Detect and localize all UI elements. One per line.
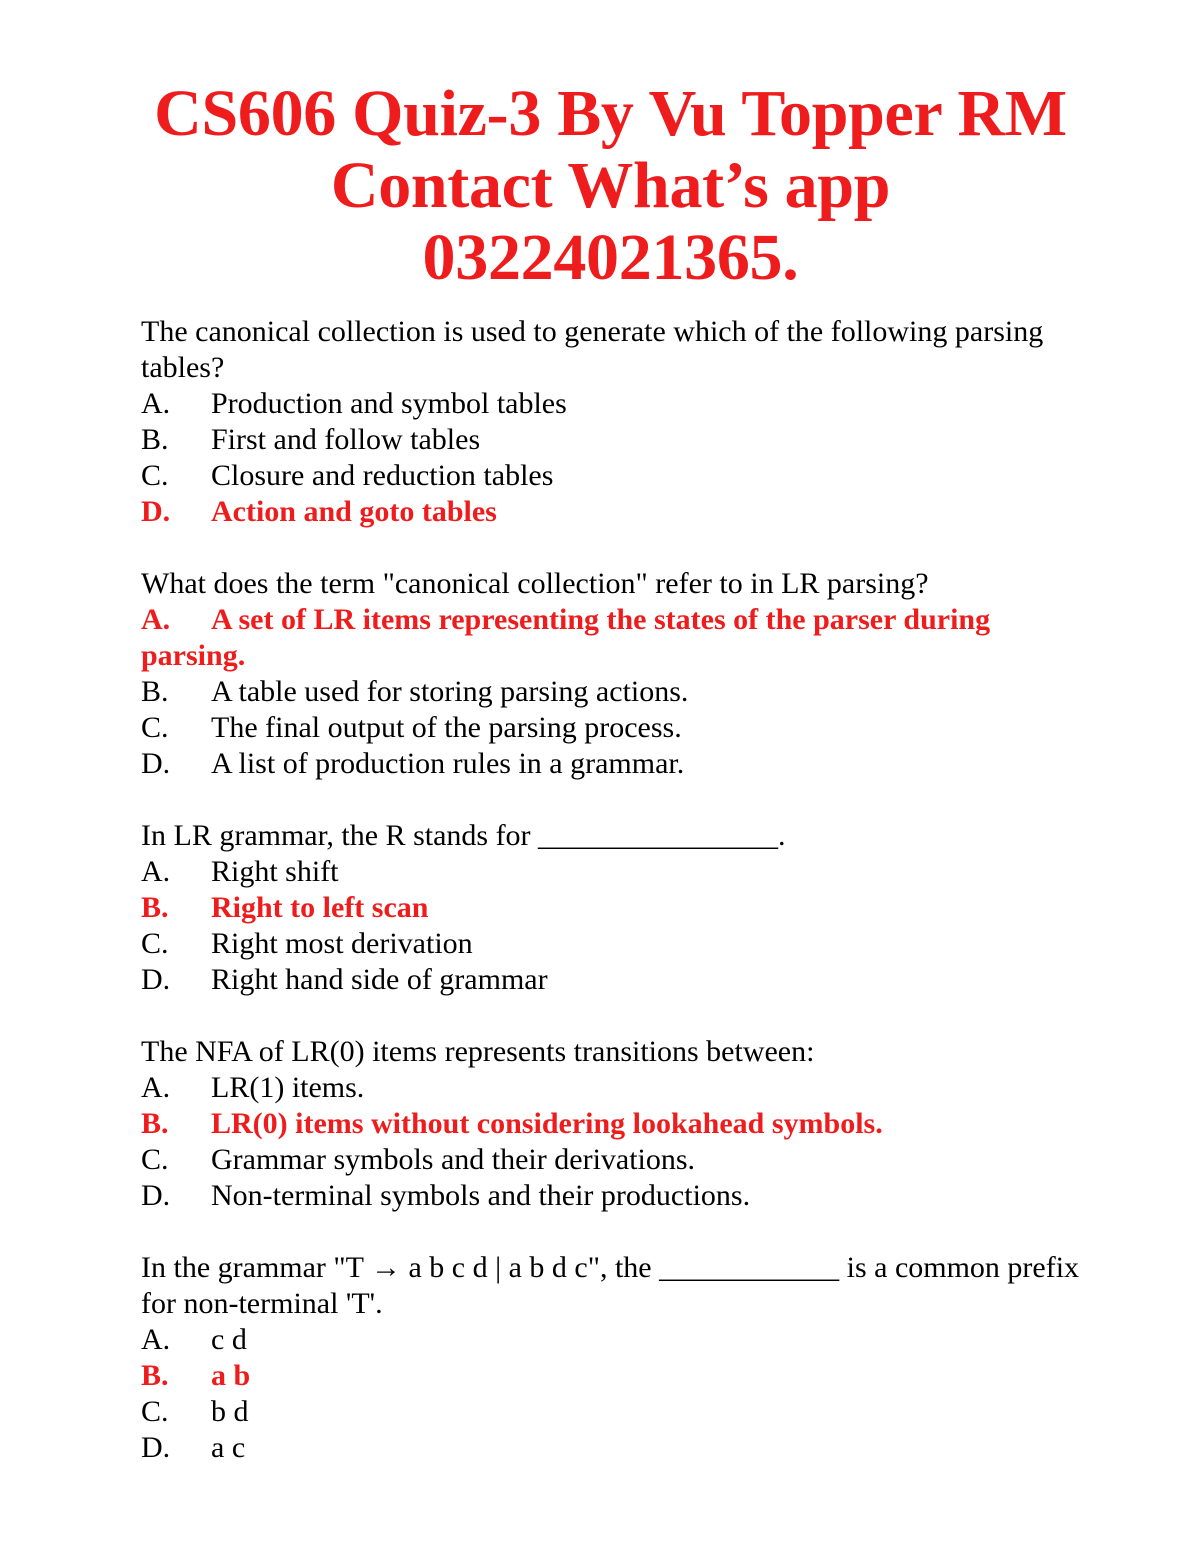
option-letter: B. [141,1359,169,1392]
option-text: Action and goto tables [211,495,497,528]
title-line-1: CS606 Quiz-3 By Vu Topper RM [154,77,1067,150]
option-c [141,1394,1080,1430]
option-text: b d [211,1395,249,1428]
option-d-correct-answer [141,494,1080,530]
option-letter: C. [141,1143,169,1176]
option-letter: C. [141,711,169,744]
question-3 [141,818,1080,998]
option-b [141,674,1080,710]
question-text: The NFA of LR(0) items represents transitions between: [141,1035,815,1068]
option-letter: A. [141,855,171,888]
option-letter: A. [141,1071,171,1104]
option-text: A set of LR items representing the states of the parser during parsing. [141,603,991,672]
option-text: First and follow tables [211,423,481,456]
document-title [141,78,1080,294]
option-letter: A. [141,387,171,420]
option-text: Right shift [211,855,339,888]
option-b [141,422,1080,458]
option-a [141,1070,1080,1106]
option-text: LR(1) items. [211,1071,365,1104]
option-text: The final output of the parsing process. [211,711,682,744]
option-d [141,1178,1080,1214]
option-letter: D. [141,1179,171,1212]
option-text: c d [211,1323,247,1356]
option-letter: B. [141,891,169,924]
option-d [141,746,1080,782]
option-letter: B. [141,1107,169,1140]
option-letter: C. [141,927,169,960]
option-letter: D. [141,1431,171,1464]
option-letter: C. [141,459,169,492]
option-b-correct-answer [141,1106,1080,1142]
option-text: a c [211,1431,246,1464]
option-text: Closure and reduction tables [211,459,554,492]
question-5 [141,1250,1080,1466]
question-text: What does the term "canonical collection" refer to in LR parsing? [141,567,929,600]
option-letter: D. [141,963,171,996]
option-a-correct-answer [141,602,1080,674]
option-text: Non-terminal symbols and their productions. [211,1179,751,1212]
option-text: Right to left scan [211,891,429,924]
option-text: LR(0) items without considering lookahead symbols. [211,1107,883,1140]
option-b-correct-answer [141,890,1080,926]
option-d [141,962,1080,998]
question-4 [141,1034,1080,1214]
option-c [141,710,1080,746]
option-text: A table used for storing parsing actions. [211,675,689,708]
option-letter: B. [141,423,169,456]
question-1 [141,314,1080,530]
option-text: A list of production rules in a grammar. [211,747,685,780]
title-line-2: Contact What’s app 03224021365. [330,149,891,294]
option-text: a b [211,1359,251,1392]
option-letter: D. [141,495,171,528]
question-2 [141,566,1080,782]
option-letter: B. [141,675,169,708]
option-c [141,926,1080,962]
option-letter: D. [141,747,171,780]
option-text: Production and symbol tables [211,387,567,420]
option-d [141,1430,1080,1466]
option-text: Right hand side of grammar [211,963,548,996]
question-text: The canonical collection is used to generate which of the following parsing tables? [141,315,1044,384]
option-letter: A. [141,1323,171,1356]
option-letter: C. [141,1395,169,1428]
question-text: In the grammar "T → a b c d | a b d c", the ____________ is a common prefix for non-terminal 'T'. [141,1251,1080,1320]
option-c [141,458,1080,494]
option-a [141,386,1080,422]
option-text: Right most derivation [211,927,473,960]
option-text: Grammar symbols and their derivations. [211,1143,696,1176]
option-letter: A. [141,603,171,636]
option-a [141,854,1080,890]
question-text: In LR grammar, the R stands for ________________. [141,819,786,852]
option-b-correct-answer [141,1358,1080,1394]
option-a [141,1322,1080,1358]
option-c [141,1142,1080,1178]
